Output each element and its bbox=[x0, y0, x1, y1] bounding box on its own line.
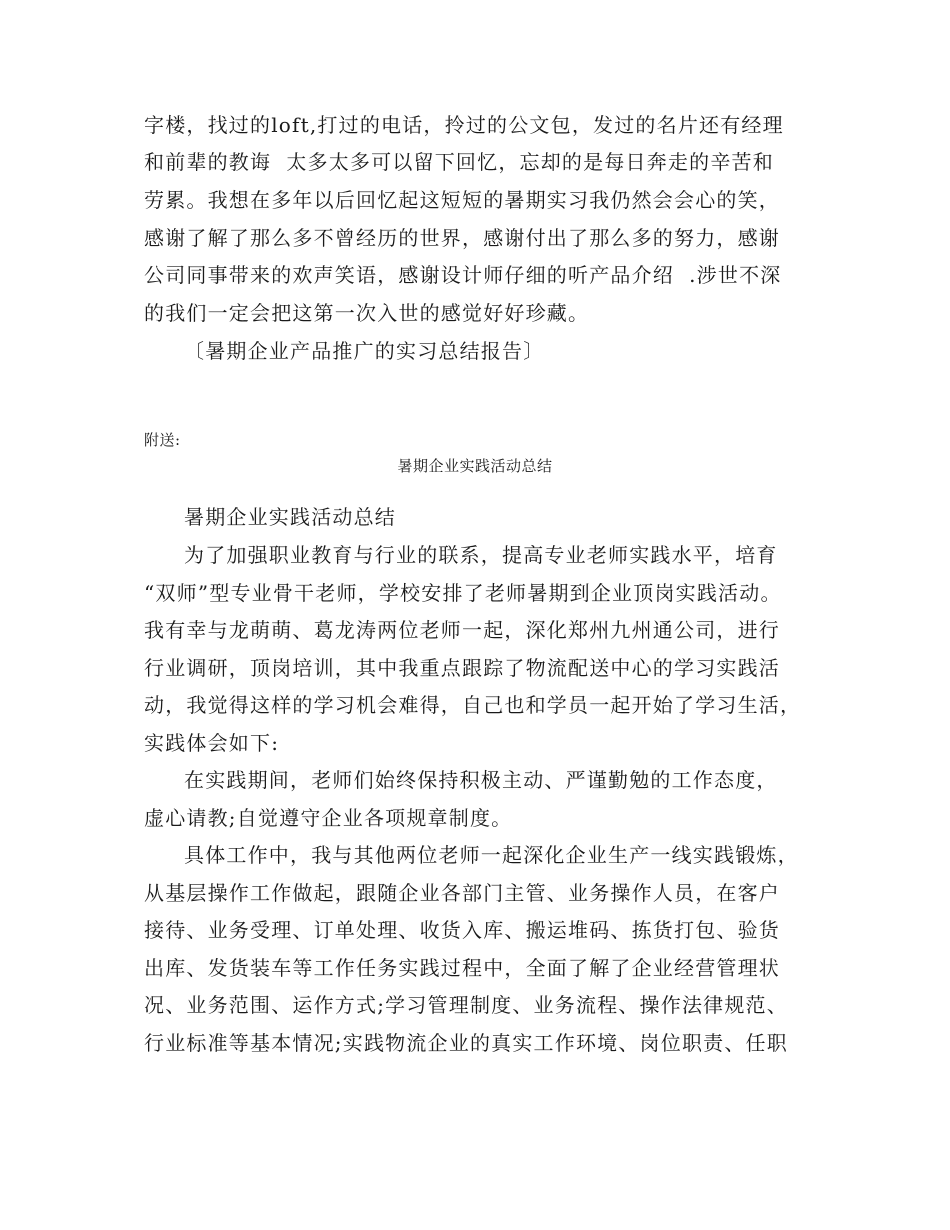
body-text-line: 行业调研，顶岗培训，其中我重点跟踪了物流配送中心的学习实践活 bbox=[144, 656, 780, 680]
appendix-label: 附送: bbox=[144, 431, 181, 449]
body-text-line: 感谢了解了那么多不曾经历的世界，感谢付出了那么多的努力，感谢 bbox=[144, 226, 780, 250]
body-text-line: 行业标准等基本情况;实践物流企业的真实工作环境、岗位职责、任职 bbox=[144, 1031, 788, 1055]
body-text-line: 在实践期间，老师们始终保持积极主动、严谨勤勉的工作态度， bbox=[184, 768, 778, 792]
body-text-line: 和前辈的教诲 太多太多可以留下回忆，忘却的是每日奔走的辛苦和 bbox=[144, 150, 774, 174]
body-text-line: 出库、发货装车等工作任务实践过程中，全面了解了企业经营管理状 bbox=[144, 956, 780, 980]
appendix-title: 暑期企业实践活动总结 bbox=[397, 457, 553, 475]
body-text-line: 公司同事带来的欢声笑语，感谢设计师仔细的听产品介绍 .涉世不深 bbox=[144, 263, 782, 287]
body-text-line: 具体工作中，我与其他两位老师一起深化企业生产一线实践锻炼， bbox=[184, 843, 799, 867]
report-title: 〔暑期企业产品推广的实习总结报告〕 bbox=[184, 339, 545, 363]
body-text-line: 况、业务范围、运作方式;学习管理制度、业务流程、操作法律规范、 bbox=[144, 993, 788, 1017]
body-text-line: 的我们一定会把这第一次入世的感觉好好珍藏。 bbox=[144, 301, 590, 325]
section-heading: 暑期企业实践活动总结 bbox=[184, 505, 396, 529]
body-text-line: 为了加强职业教育与行业的联系，提高专业老师实践水平，培育 bbox=[184, 543, 778, 567]
body-text-line: 动，我觉得这样的学习机会难得，自己也和学员一起开始了学习生活， bbox=[144, 693, 802, 717]
body-text-line: 接待、业务受理、订单处理、收货入库、搬运堆码、拣货打包、验货 bbox=[144, 918, 780, 942]
body-text-line: “双师”型专业骨干老师，学校安排了老师暑期到企业顶岗实践活动。 bbox=[144, 581, 782, 605]
body-text-line: 从基层操作工作做起，跟随企业各部门主管、业务操作人员，在客户 bbox=[144, 881, 780, 905]
body-text-line: 我有幸与龙萌萌、葛龙涛两位老师一起，深化郑州九州通公司，进行 bbox=[144, 618, 780, 642]
body-text-line: 实践体会如下: bbox=[144, 731, 280, 755]
body-text-line: 劳累。我想在多年以后回忆起这短短的暑期实习我仍然会会心的笑， bbox=[144, 188, 780, 212]
body-text-line: 字楼，找过的loft,打过的电话，拎过的公文包，发过的名片还有经理 bbox=[144, 113, 784, 137]
body-text-line: 虚心请教;自觉遵守企业各项规章制度。 bbox=[144, 806, 513, 830]
